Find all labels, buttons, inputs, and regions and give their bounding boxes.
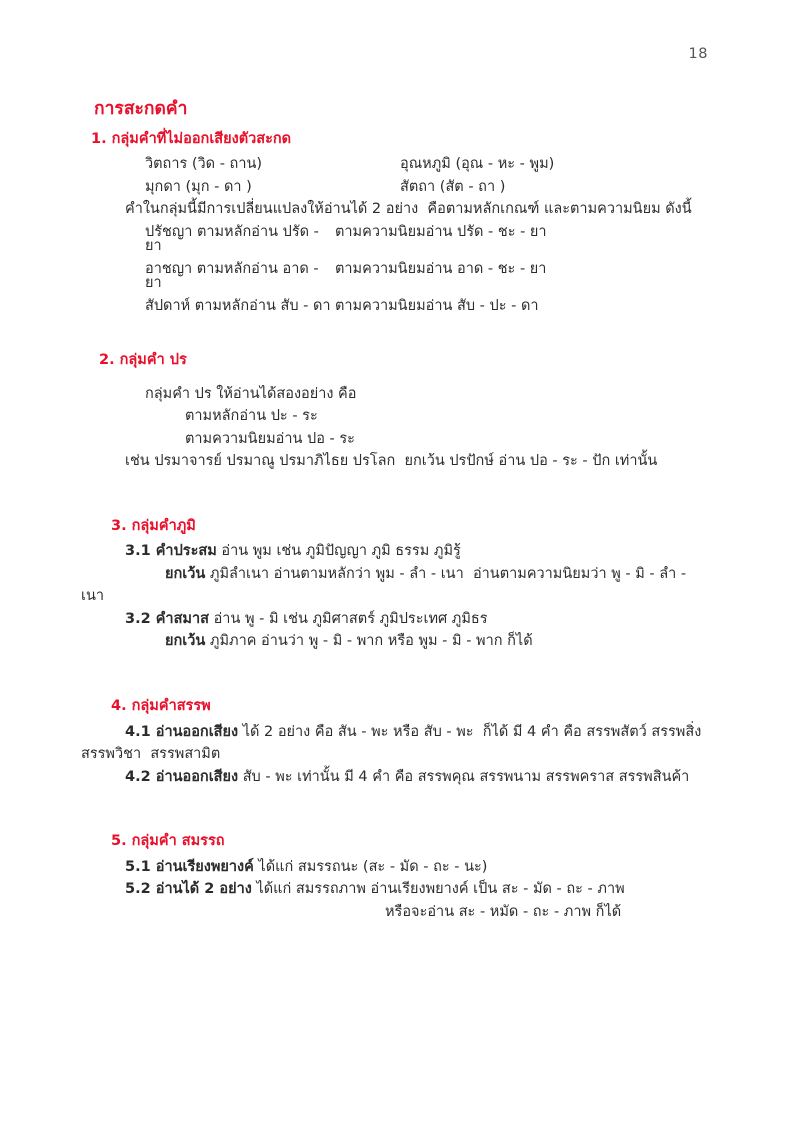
reading-principle: ปรัชญา ตามหลักอ่าน ปรัด - ยา bbox=[145, 223, 319, 255]
section-3-exception-1-continuation: เนา bbox=[81, 588, 105, 605]
section-4 bbox=[81, 697, 715, 785]
word-pair-left: มุกดา (มุก - ดา ) bbox=[145, 178, 252, 195]
item-text: อ่าน พูม เช่น ภูมิปัญญา ภูมิ ธรรม ภูมิรู้ bbox=[221, 543, 461, 560]
word-pair-row bbox=[145, 157, 715, 172]
reading-row bbox=[145, 225, 715, 254]
section-4-item-4-1 bbox=[125, 725, 715, 740]
page-number: 18 bbox=[688, 46, 708, 62]
item-label: 5.2 อ่านได้ 2 อย่าง bbox=[125, 881, 252, 898]
section-1-heading: 1. กลุ่มคำที่ไม่ออกเสียงตัวสะกด bbox=[91, 130, 292, 147]
section-2-rule: ตามความนิยมอ่าน ปอ - ระ bbox=[185, 430, 355, 447]
item-text: ได้แก่ สมรรถภาพ อ่านเรียงพยางค์ เป็น สะ - มัด - ถะ - ภาพ bbox=[256, 881, 625, 898]
word-pair-left: วิตถาร (วิด - ถาน) bbox=[145, 156, 263, 173]
item-text: อ่าน พู - มิ เช่น ภูมิศาสตร์ ภูมิประเทศ ภูมิธร bbox=[213, 610, 488, 627]
item-text: ภูมิภาค อ่านว่า พู - มิ - พาก หรือ พูม - มิ - พาก ก็ได้ bbox=[209, 633, 533, 650]
word-pair-right: อุณหภูมิ (อุณ - หะ - พูม) bbox=[400, 156, 555, 173]
page-title: การสะกดคำ bbox=[94, 99, 188, 119]
section-4-heading: 4. กลุ่มคำสรรพ bbox=[111, 697, 211, 714]
reading-popular: ตามความนิยมอ่าน สับ - ปะ - ดา bbox=[335, 297, 539, 314]
reading-row bbox=[145, 299, 715, 314]
section-2-intro: กลุ่มคำ ปร ให้อ่านได้สองอย่าง คือ bbox=[145, 385, 357, 402]
section-4-item-4-1-continuation: สรรพวิชา สรรพสามิต bbox=[81, 746, 221, 762]
item-text: ได้ 2 อย่าง คือ สัน - พะ หรือ สับ - พะ ก็ได้ มี 4 คำ คือ สรรพสัตว์ สรรพสิ่ง bbox=[242, 723, 702, 740]
item-label: 4.1 อ่านออกเสียง bbox=[125, 723, 239, 740]
reading-principle: สัปดาห์ ตามหลักอ่าน สับ - ดา bbox=[145, 297, 331, 314]
item-text: สับ - พะ เท่านั้น มี 4 คำ คือ สรรพคุณ สรรพนาม สรรพคราส สรรพสินค้า bbox=[242, 768, 690, 785]
section-5-item-5-2-continuation: หรือจะอ่าน สะ - หมัด - ถะ - ภาพ ก็ได้ bbox=[385, 903, 622, 920]
item-text: ได้แก่ สมรรถนะ (สะ - มัด - ถะ - นะ) bbox=[258, 858, 488, 875]
section-4-item-4-2 bbox=[125, 770, 715, 785]
item-label: 3.1 คำประสม bbox=[125, 543, 217, 560]
reading-popular: ตามความนิยมอ่าน ปรัด - ชะ - ยา bbox=[335, 223, 547, 240]
section-1-note: คำในกลุ่มนี้มีการเปลี่ยนแปลงให้อ่านได้ 2 อย่าง คือตามหลักเกณฑ์ และตามความนิยม ดังนี้ bbox=[125, 201, 692, 218]
item-label: ยกเว้น bbox=[165, 565, 206, 582]
section-3-heading: 3. กลุ่มคำภูมิ bbox=[111, 517, 196, 534]
document-content bbox=[81, 98, 715, 920]
section-2-examples: เช่น ปรมาจารย์ ปรมาณู ปรมาภิไธย ปรโลก ยกเว้น ปรปักษ์ อ่าน ปอ - ระ - ปัก เท่านั้น bbox=[125, 453, 658, 470]
section-3 bbox=[81, 517, 715, 650]
reading-principle: อาชญา ตามหลักอ่าน อาด - ยา bbox=[145, 260, 319, 292]
section-1 bbox=[85, 130, 715, 314]
word-pair-row bbox=[145, 180, 715, 195]
section-5-heading: 5. กลุ่มคำ สมรรถ bbox=[111, 833, 225, 849]
section-3-item-3-2 bbox=[125, 612, 715, 627]
reading-row bbox=[145, 262, 715, 291]
section-2-rule: ตามหลักอ่าน ปะ - ระ bbox=[185, 408, 318, 425]
section-5-item-5-2 bbox=[125, 882, 715, 897]
section-2 bbox=[85, 351, 715, 469]
item-label: 3.2 คำสมาส bbox=[125, 610, 209, 627]
item-label: 5.1 อ่านเรียงพยางค์ bbox=[125, 858, 254, 875]
section-5-item-5-1 bbox=[125, 860, 715, 875]
reading-popular: ตามความนิยมอ่าน อาด - ชะ - ยา bbox=[335, 260, 547, 277]
section-3-exception-1 bbox=[165, 567, 715, 582]
section-5 bbox=[85, 832, 715, 919]
word-pair-right: สัตถา (สัต - ถา ) bbox=[400, 178, 506, 195]
item-text: ภูมิลำเนา อ่านตามหลักว่า พูม - ลำ - เนา อ่านตามความนิยมว่า พู - มิ - ลำ - bbox=[209, 565, 687, 582]
section-3-exception-2 bbox=[165, 634, 715, 649]
section-2-heading: 2. กลุ่มคำ ปร bbox=[99, 352, 187, 369]
section-3-item-3-1 bbox=[125, 544, 715, 559]
item-label: ยกเว้น bbox=[165, 633, 206, 650]
item-label: 4.2 อ่านออกเสียง bbox=[125, 768, 239, 785]
